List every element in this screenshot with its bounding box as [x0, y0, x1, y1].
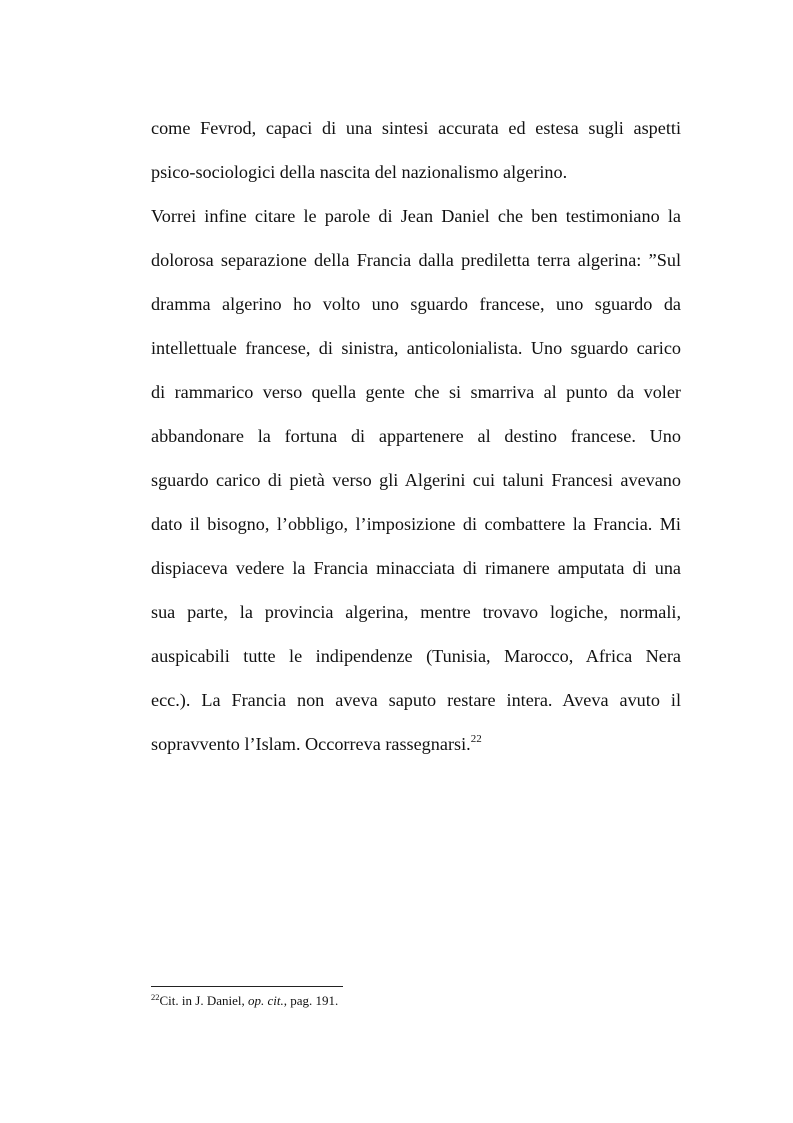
- footnote-italic-citation: op. cit.: [247, 993, 284, 1008]
- footnote-text-after: , pag. 191.: [283, 993, 339, 1008]
- body-line-14: ecc.). La Francia non aveva saputo restare intera. Aveva avuto il: [151, 690, 681, 710]
- body-line-3: Vorrei infine citare le parole di Jean Daniel che ben testimoniano la: [151, 206, 681, 226]
- body-line-10: dato il bisogno, l’obbligo, l’imposizione di combattere la Francia. Mi: [151, 514, 681, 534]
- body-line-4: dolorosa separazione della Francia dalla prediletta terra algerina: ”Sul: [151, 250, 681, 270]
- body-line-15-text: sopravvento l’Islam. Occorreva rassegnarsi.: [151, 734, 471, 754]
- body-line-1: come Fevrod, capaci di una sintesi accurata ed estesa sugli aspetti: [151, 118, 681, 138]
- body-line-2: psico-sociologici della nascita del nazionalismo algerino.: [151, 162, 568, 182]
- body-line-8: abbandonare la fortuna di appartenere al destino francese. Uno: [151, 426, 681, 446]
- body-line-13: auspicabili tutte le indipendenze (Tunisia, Marocco, Africa Nera: [151, 646, 681, 666]
- body-line-12: sua parte, la provincia algerina, mentre trovavo logiche, normali,: [151, 602, 681, 622]
- body-line-5: dramma algerino ho volto uno sguardo francese, uno sguardo da: [151, 294, 681, 314]
- footnote-divider: [151, 986, 343, 987]
- footnote-reference: 22: [470, 733, 482, 745]
- body-line-9: sguardo carico di pietà verso gli Algerini cui taluni Francesi avevano: [151, 470, 681, 490]
- body-line-7: di rammarico verso quella gente che si smarriva al punto da voler: [151, 382, 681, 402]
- footnote: [151, 993, 338, 1009]
- body-line-15: [151, 733, 681, 755]
- footnote-text-before: Cit. in J. Daniel,: [159, 993, 248, 1008]
- footnote-number: 22: [151, 992, 160, 1002]
- body-line-11: dispiaceva vedere la Francia minacciata di rimanere amputata di una: [151, 558, 681, 578]
- body-line-6: intellettuale francese, di sinistra, anticolonialista. Uno sguardo carico: [151, 338, 681, 358]
